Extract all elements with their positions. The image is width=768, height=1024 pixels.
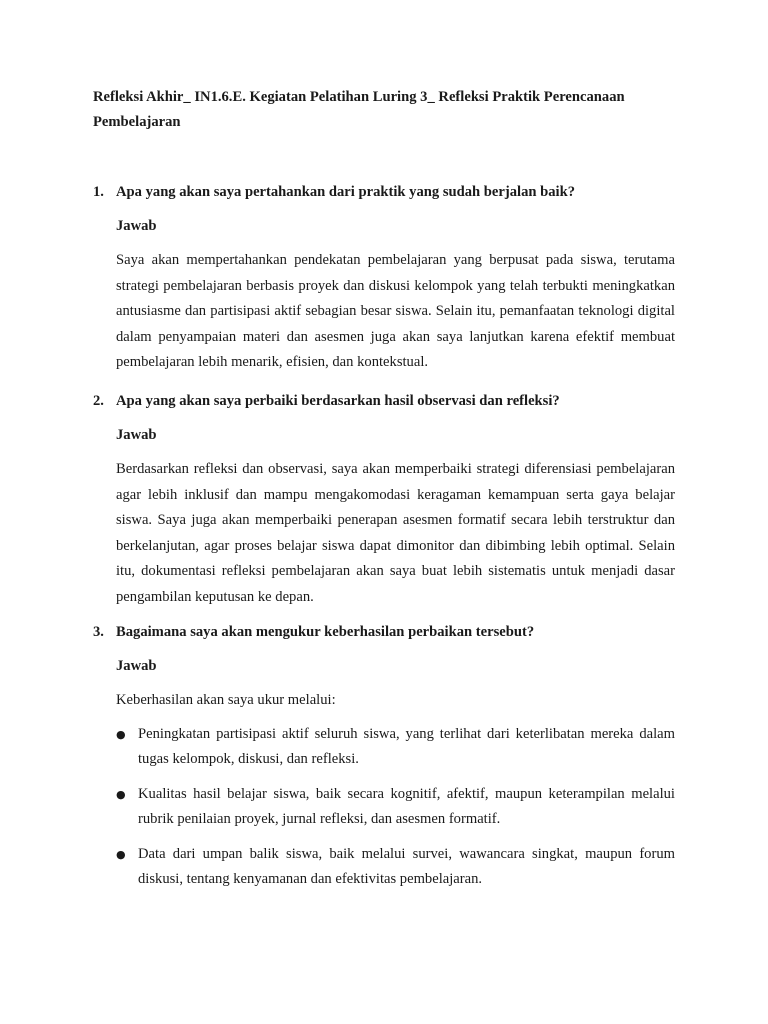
bullet-icon: ● bbox=[116, 787, 126, 801]
answer-label: Jawab bbox=[116, 658, 157, 674]
answer-text: Berdasarkan refleksi dan observasi, saya akan memperbaiki strategi diferensiasi pembelajaran agar lebih inklusif dan mampu mengakomodasi keragaman kemampuan serta gaya belajar siswa. Saya juga akan memperbaiki penerapan asesmen formatif secara lebih terstruktur dan berkelanjutan, agar proses belajar siswa dapat dimonitor dan dibimbing lebih optimal. Selain itu, dokumentasi refleksi pembelajaran akan saya buat lebih sistematis untuk menjadi dasar pengambilan keputusan ke depan. bbox=[116, 461, 675, 605]
answer-label: Jawab bbox=[116, 427, 157, 443]
bullet-icon: ● bbox=[116, 727, 126, 741]
question-number: 3. bbox=[93, 624, 104, 640]
answer-text: Keberhasilan akan saya ukur melalui: bbox=[116, 692, 336, 708]
question-list bbox=[93, 180, 675, 902]
question-text: Bagaimana saya akan mengukur keberhasilan perbaikan tersebut? bbox=[116, 624, 535, 640]
bullet-item bbox=[116, 782, 675, 833]
question-item bbox=[93, 389, 675, 611]
question-number: 1. bbox=[93, 184, 104, 200]
answer-label: Jawab bbox=[116, 218, 157, 234]
bullet-list bbox=[116, 722, 675, 893]
bullet-text: Kualitas hasil belajar siswa, baik secara kognitif, afektif, maupun keterampilan melalui rubrik penilaian proyek, jurnal refleksi, dan asesmen formatif. bbox=[138, 785, 675, 827]
bullet-text: Data dari umpan balik siswa, baik melalui survei, wawancara singkat, maupun forum diskusi, tentang kenyamanan dan efektivitas pembelajaran. bbox=[138, 845, 675, 887]
answer-text: Saya akan mempertahankan pendekatan pembelajaran yang berpusat pada siswa, terutama strategi pembelajaran berbasis proyek dan diskusi kelompok yang telah terbukti meningkatkan antusiasme dan partisipasi aktif sebagian besar siswa. Selain itu, pemanfaatan teknologi digital dalam penyampaian materi dan asesmen juga akan saya lanjutkan karena efektif membuat pembelajaran lebih menarik, efisien, dan kontekstual. bbox=[116, 252, 675, 370]
bullet-icon: ● bbox=[116, 847, 126, 861]
question-item bbox=[93, 620, 675, 893]
bullet-item bbox=[116, 842, 675, 893]
question-text: Apa yang akan saya pertahankan dari praktik yang sudah berjalan baik? bbox=[116, 184, 576, 200]
bullet-item bbox=[116, 722, 675, 773]
bullet-text: Peningkatan partisipasi aktif seluruh siswa, yang terlihat dari keterlibatan mereka dalam tugas kelompok, diskusi, dan refleksi. bbox=[138, 725, 675, 767]
question-number: 2. bbox=[93, 393, 104, 409]
document-title: Refleksi Akhir_ IN1.6.E. Kegiatan Pelatihan Luring 3_ Refleksi Praktik Perencanaan Pembelajaran bbox=[93, 89, 625, 130]
question-text: Apa yang akan saya perbaiki berdasarkan hasil observasi dan refleksi? bbox=[116, 393, 560, 409]
question-item bbox=[93, 180, 675, 380]
